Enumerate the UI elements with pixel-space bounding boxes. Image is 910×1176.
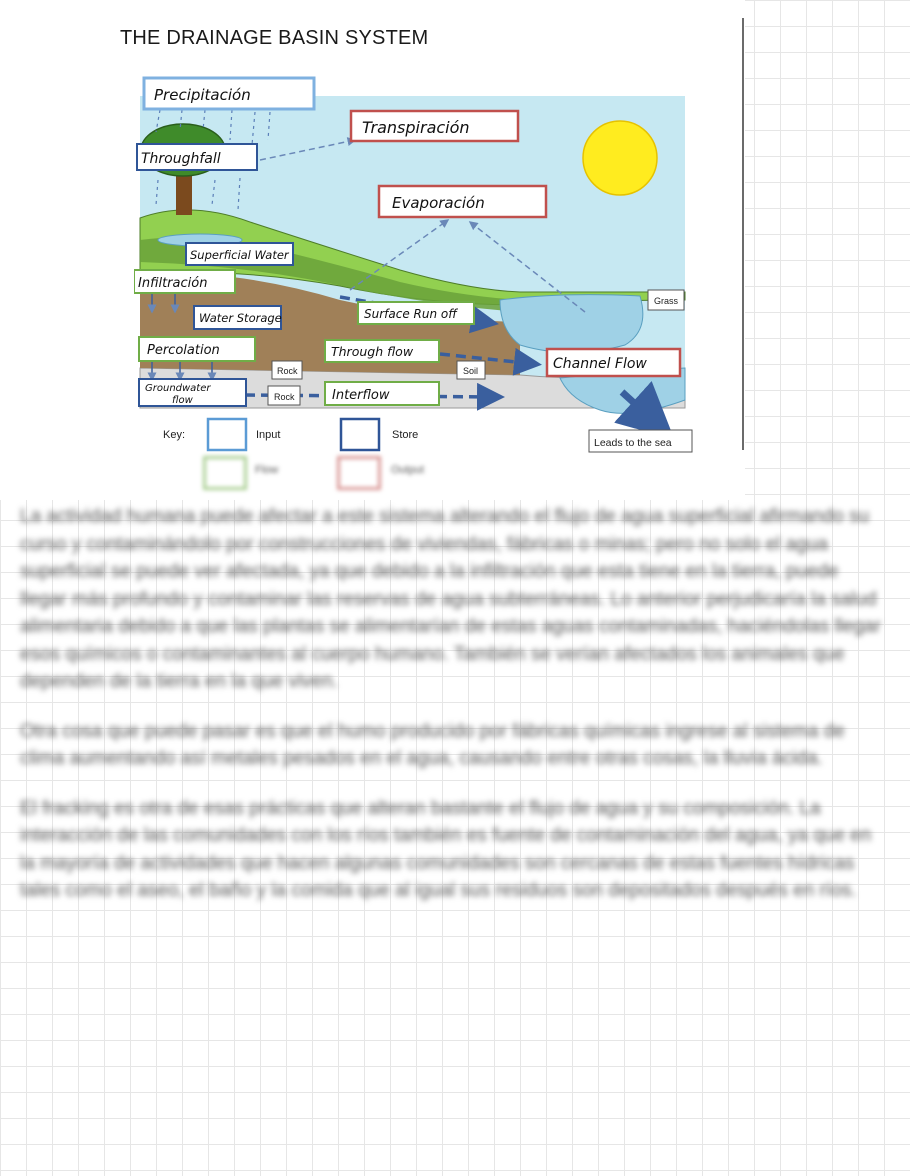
key-row-2 [195,452,455,492]
key-store-label: Store [392,429,419,441]
label-superficial-water-text: Superficial Water [190,248,289,262]
label-precipitation [144,78,314,109]
label-interflow [325,382,439,405]
label-transpiration [351,111,518,141]
key-flow-label: Flow [255,464,279,476]
label-percolation-text: Percolation [147,343,220,358]
label-rock-1 [272,361,302,379]
label-channel-flow [547,349,680,376]
label-soil [457,361,485,379]
label-groundwater-flow-text-1: Groundwater [145,383,211,394]
label-precipitation-text: Precipitación [154,86,251,104]
diagram-title: THE DRAINAGE BASIN SYSTEM [120,27,429,49]
tree-trunk [176,175,192,215]
key-output-swatch [337,456,381,490]
label-interflow-text: Interflow [332,388,390,403]
label-throughfall-text: Throughfall [141,151,221,167]
label-leads-to-sea [589,430,692,452]
paragraph-3: El fracking es otra de esas prácticas que alteran bastante el flujo de agua y su composición. La interacción de las comunidades con los ríos también es fuente de contaminación del agua, ya que en la mayoría de actividades que hacen algunas comunidades son cercanas de estas fuentes hídricas tales como el aseo, el baño y la comida que al igual sus residuos son depositados después en ríos. [20,797,872,901]
key-label: Key: [163,429,186,441]
label-throughfall [137,144,257,170]
label-groundwater-flow [139,379,246,406]
label-surface-runoff-text: Surface Run off [364,307,457,321]
key-output-label: Output [391,464,425,476]
label-grass-text: Grass [654,296,679,306]
label-soil-text: Soil [463,366,479,376]
label-rock-2 [268,386,300,405]
label-leads-to-sea-text: Leads to the sea [594,437,672,449]
lake [500,295,643,353]
label-water-storage [194,306,282,329]
label-rock-1-text: Rock [277,366,298,376]
key-store-swatch [341,419,379,450]
label-water-storage-text: Water Storage [199,311,282,325]
answer-text [20,503,890,927]
label-infiltration [134,270,235,293]
label-throughflow-text: Through flow [331,344,414,359]
margin-line [742,18,744,450]
label-channel-flow-text: Channel Flow [553,356,647,372]
label-infiltration-text: Infiltración [138,276,208,291]
key-input-label: Input [256,429,281,441]
label-surface-runoff [358,302,474,324]
sun-icon [583,121,657,195]
label-groundwater-flow-text-2: flow [172,395,193,406]
paragraph-1: La actividad humana puede afectar a este sistema alterando el flujo de agua superficial afirmando su curso y contaminándolo por construcciones de viviendas, fábricas o minas; pero no solo el agua superficial se puede ver afectada, ya que debido a la infiltración que esta tiene en la tierra, puede llegar más profundo y contaminar las reservas de agua subterráneas. Lo anterior perjudicaría la salud alimentaria debido a que las plantas se alimentarían de estas aguas contaminadas, haciéndolas llegar esos químicos o contaminantes al cuerpo humano. También se verían afectados los animales que dependen de la tierra en la que viven. [20,506,881,692]
label-percolation [139,337,255,361]
label-grass [648,290,684,310]
key-flow-swatch [203,456,247,490]
label-transpiration-text: Transpiración [362,118,470,137]
key-input-swatch [208,419,246,450]
label-evaporation [379,186,546,217]
label-evaporation-text: Evaporación [392,194,485,212]
label-rock-2-text: Rock [274,392,295,402]
label-throughflow [325,340,439,362]
paragraph-2: Otra cosa que puede pasar es que el humo producido por fábricas químicas ingrese al sistema de clima aumentando así metales pesados en el agua, causando entre otras cosas, la lluvia ácida. [20,720,845,769]
label-superficial-water [186,243,293,265]
drainage-basin-diagram [134,75,704,455]
